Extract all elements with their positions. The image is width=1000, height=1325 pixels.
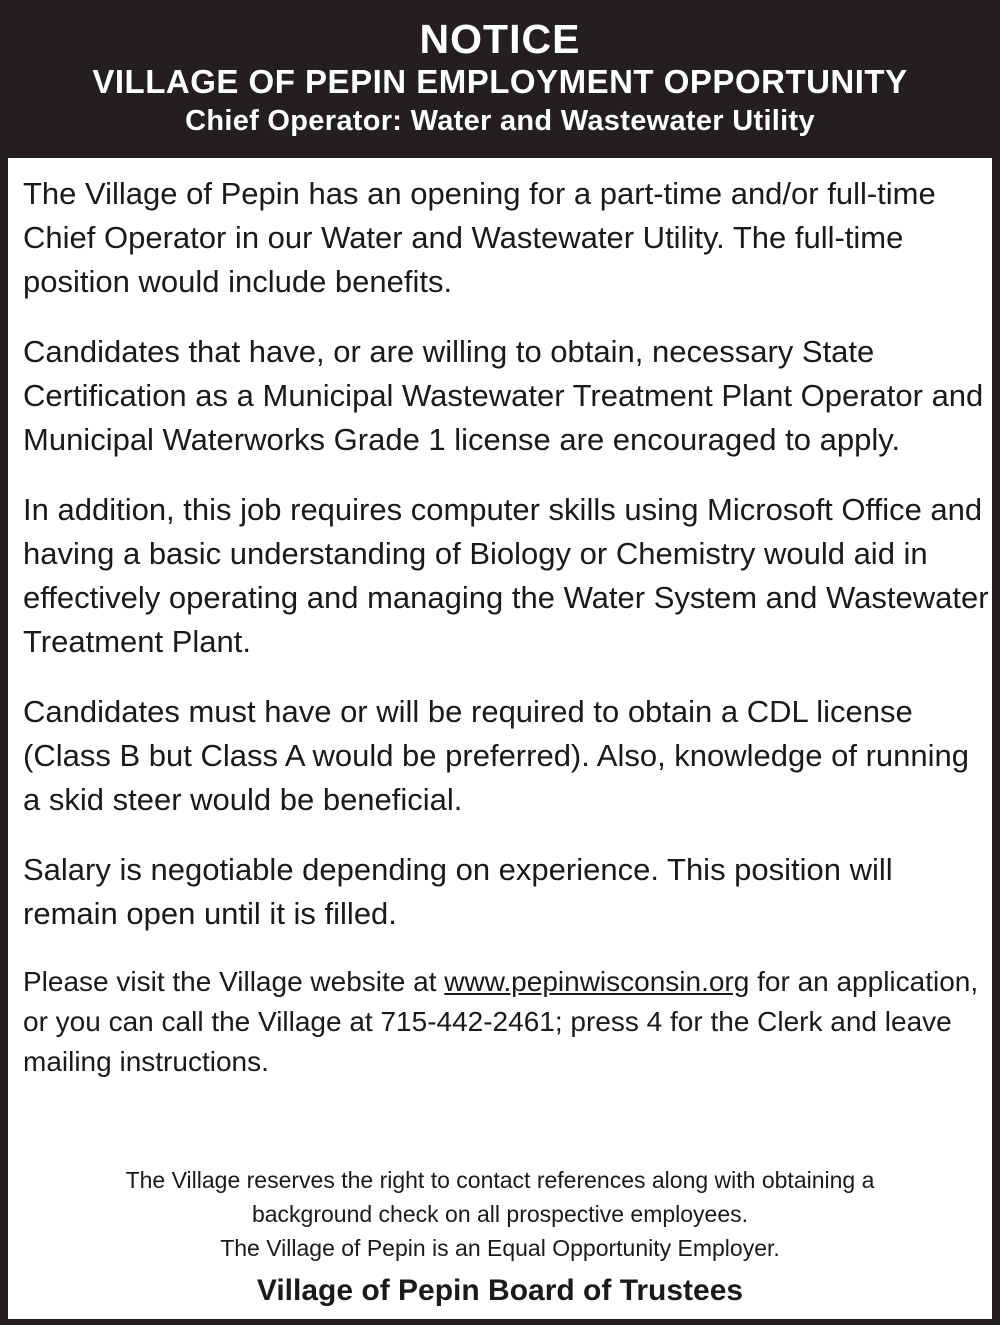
contact-text-after: for an application, or you can call the Village at 715-442-2461; press 4 for the Clerk and leave mailing instructions. <box>23 966 979 1077</box>
notice-body <box>8 158 992 1319</box>
paragraph-salary: Salary is negotiable depending on experience. This position will remain open until it is filled. <box>23 852 893 931</box>
paragraph-skills: In addition, this job requires computer skills using Microsoft Office and having a basic understanding of Biology or Chemistry would aid in effectively operating and managing the Water System and Wastewater Treatment Plant. <box>23 492 989 659</box>
board-signature: Village of Pepin Board of Trustees <box>256 1274 744 1307</box>
website-link[interactable]: www.pepinwisconsin.org <box>444 966 750 997</box>
contact-text-before: Please visit the Village website at <box>23 966 445 997</box>
position-title: Chief Operator: Water and Wastewater Utility <box>185 105 815 137</box>
notice-title: NOTICE <box>419 16 581 62</box>
footer-equal-opportunity-line: The Village of Pepin is an Equal Opportunity Employer. <box>220 1235 780 1261</box>
paragraph-certification: Candidates that have, or are willing to obtain, necessary State Certification as a Municipal Wastewater Treatment Plant Operator and Municipal Waterworks Grade 1 license are encouraged to apply. <box>23 334 984 457</box>
paragraph-cdl-license: Candidates must have or will be required to obtain a CDL license (Class B but Class A would be preferred). Also, knowledge of running a skid steer would be beneficial. <box>23 694 970 817</box>
footer-background-check-line: background check on all prospective employees. <box>251 1201 749 1227</box>
notice-subtitle: VILLAGE OF PEPIN EMPLOYMENT OPPORTUNITY <box>92 63 908 100</box>
paragraph-contact <box>23 962 992 1082</box>
paragraph-opening: The Village of Pepin has an opening for a part-time and/or full-time Chief Operator in our Water and Wastewater Utility. The full-time position would include benefits. <box>23 176 936 299</box>
footer-references-line: The Village reserves the right to contact references along with obtaining a <box>125 1167 875 1193</box>
notice-footer <box>8 1163 992 1311</box>
notice-header <box>8 0 992 158</box>
